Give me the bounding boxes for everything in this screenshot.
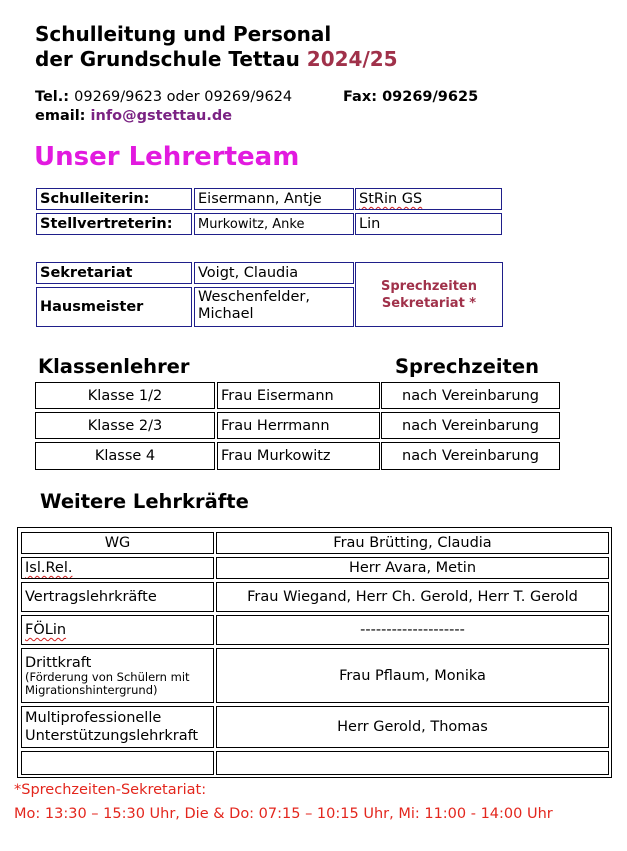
name-cell: Frau Brütting, Claudia [216,532,609,554]
teacher-cell: Frau Eisermann [217,382,380,409]
contact-phone-line [35,89,292,105]
teacher-cell: Frau Herrmann [217,412,380,439]
role-caretaker: Hausmeister [36,287,192,327]
subject-cell [21,706,214,748]
subject-cell: Vertragslehrkräfte [21,582,214,612]
subject-cell [21,648,214,703]
tel-value: 09269/9623 oder 09269/9624 [74,89,293,105]
secretary-hours-note: Mo: 13:30 – 15:30 Uhr, Die & Do: 07:15 – 10:15 Uhr, Mi: 11:00 - 14:00 Uhr [14,806,553,822]
role-principal: Schulleiterin: [36,188,192,210]
subject-cell: Isl.Rel. [21,557,214,579]
class-teachers-heading: Klassenlehrer [38,355,190,378]
subject-cell [21,751,214,775]
school-title [35,22,398,72]
title-principal: StRin GS [355,188,502,210]
secretary-hours-note-title: *Sprechzeiten-Sekretariat: [14,782,207,798]
email-line [35,108,232,124]
email-label: email: [35,108,86,124]
name-cell: Frau Pflaum, Monika [216,648,609,703]
name-principal: Eisermann, Antje [194,188,354,210]
fax-value: 09269/9625 [382,89,479,105]
secretary-hours-box: Sprechzeiten Sekretariat * [355,262,503,327]
teacher-cell: Frau Murkowitz [217,442,380,470]
hours-heading: Sprechzeiten [395,355,539,378]
email-link[interactable]: info@gstettau.de [90,108,233,124]
subject-cell: WG [21,532,214,554]
name-secretary: Voigt, Claudia [194,262,354,284]
fax-label: Fax: [343,89,377,105]
title-line-2: der Grundschule Tettau 2024/25 [35,47,398,71]
subject-note: (Förderung von Schülern mit Migrationshintergrund) [25,669,190,697]
subject-cell: FÖLin [21,615,214,645]
class-cell: Klasse 2/3 [35,412,215,439]
hours-cell: nach Vereinbarung [381,442,560,470]
name-deputy: Murkowitz, Anke [194,213,354,235]
subject-line-1: Multiprofessionelle [25,710,162,726]
title-line-1: Schulleitung und Personal [35,22,332,46]
class-cell: Klasse 1/2 [35,382,215,409]
fax-line [343,89,478,105]
further-teachers-heading: Weitere Lehrkräfte [40,490,249,513]
tel-label: Tel.: [35,89,70,105]
title-deputy: Lin [355,213,502,235]
hours-cell: nach Vereinbarung [381,412,560,439]
hours-cell: nach Vereinbarung [381,382,560,409]
role-secretary: Sekretariat [36,262,192,284]
role-deputy: Stellvertreterin: [36,213,192,235]
name-cell [216,751,609,775]
school-year: 2024/25 [306,47,398,71]
name-cell: Herr Avara, Metin [216,557,609,579]
subject-title: Drittkraft [25,654,92,671]
team-heading: Unser Lehrerteam [34,142,300,172]
name-caretaker: Weschenfelder, Michael [194,287,354,327]
class-cell: Klasse 4 [35,442,215,470]
name-cell: -------------------- [216,615,609,645]
name-cell: Frau Wiegand, Herr Ch. Gerold, Herr T. Gerold [216,582,609,612]
name-cell: Herr Gerold, Thomas [216,706,609,748]
subject-line-2: Unterstützungslehrkraft [25,728,199,744]
